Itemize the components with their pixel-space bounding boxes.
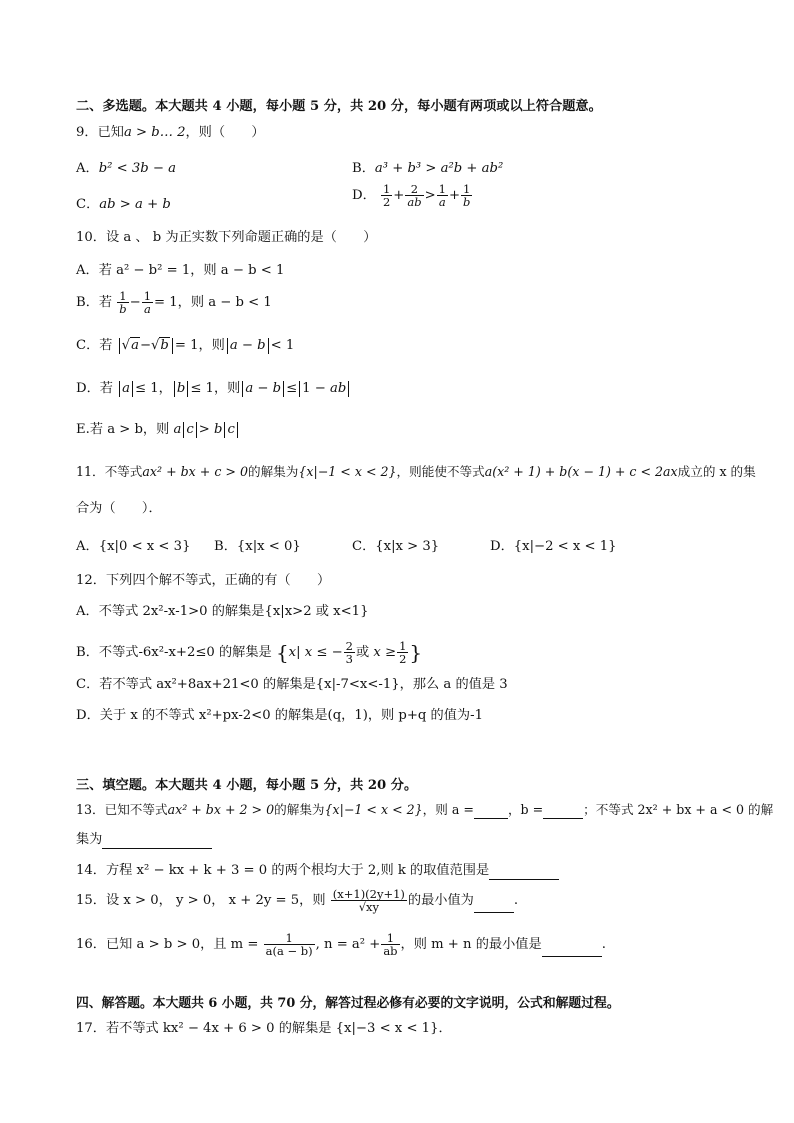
q9-suffix: ，则（ ） [185, 125, 265, 140]
q11-option-c: C．{x|x > 3} [352, 539, 440, 554]
frac: $\frac{1}{a}$ [438, 182, 446, 209]
q13-line2-text: 集为 [76, 832, 103, 847]
answer-blank[interactable] [474, 805, 508, 819]
section-heading-fill-in: 三、填空题。本大题共 4 小题，每小题 5 分，共 20 分。 [76, 778, 418, 793]
q10-option-b: B．若 $\frac{1}{b}$ − $\frac{1}{a}$ = 1，则 a − b < 1 [76, 289, 272, 316]
q14-text: 14．方程 x² − kx + k + 3 = 0 的两个根均大于 2,则 k 的取值范围是 [76, 863, 490, 878]
frac: $\frac{2}{3}$ [345, 639, 353, 666]
q11-end: 成立的 x 的集 [677, 464, 756, 479]
q11-mid2: ，则能使不等式 [396, 464, 485, 479]
q9-d-label: D． [352, 188, 376, 203]
question-14 [76, 862, 559, 880]
q10-option-a: A．若 a² − b² = 1，则 a − b < 1 [76, 263, 285, 278]
q15-numerator: (x+1)(2y+1) [332, 887, 405, 901]
answer-blank[interactable] [489, 866, 559, 880]
q9-a-label: A． [76, 161, 99, 176]
question-16: 16．已知 a > b > 0，且 m = $\frac{1}{a(a - b)}$ , n = a² + $\frac{1}{ab}$ ，则 m + n 的最小值是 . [76, 931, 606, 958]
section-heading-multiple-choice: 二、多选题。本大题共 4 小题，每小题 5 分，共 20 分，每小题有两项或以上符合题意。 [76, 99, 602, 114]
q13-set: {x|−1 < x < 2} [324, 802, 423, 817]
q16-n-numerator: 1 [381, 932, 399, 945]
q11-option-d: D．{x|−2 < x < 1} [490, 539, 617, 554]
q9-c-label: C． [76, 197, 100, 212]
frac: $\frac{1}{a}$ [143, 289, 152, 316]
question-11-stem [76, 463, 756, 481]
q13-expr: ax² + bx + 2 > 0 [167, 802, 275, 817]
q11-prefix: 11．不等式 [76, 464, 143, 479]
question-13-line1 [76, 801, 773, 819]
q12-b-prefix: B．不等式-6x²-x+2≤0 的解集是 [76, 645, 272, 660]
q9-condition: a > b… 2 [123, 125, 186, 140]
q9-prefix: 9．已知 [76, 125, 124, 140]
q10-d-prefix: D．若 [76, 381, 113, 396]
question-10-stem: 10．设 a 、 b 为正实数下列命题正确的是（ ） [76, 230, 377, 245]
q13-b-label: ，b = [507, 802, 544, 817]
answer-blank[interactable] [542, 943, 602, 957]
q16-suffix: ，则 m + n 的最小值是 [400, 937, 542, 952]
q11-mid: 的解集为 [247, 464, 299, 479]
q13-rest: ；不等式 2x² + bx + a < 0 的解 [583, 802, 774, 817]
question-13-line2 [76, 831, 212, 849]
q10-c-suffix: = 1，则 [174, 338, 225, 353]
q9-b-label: B． [352, 161, 375, 176]
q16-n-denominator: ab [383, 944, 398, 958]
q12-option-d: D．关于 x 的不等式 x²+px-2<0 的解集是(q，1)，则 p+q 的值为-1 [76, 708, 483, 723]
frac: $\frac{2}{ab}$ [407, 182, 422, 209]
q16-m-denominator: a(a − b) [265, 944, 313, 958]
question-9-stem [76, 124, 265, 142]
q10-e-prefix: E.若 a > b，则 [76, 422, 170, 437]
frac [381, 932, 399, 957]
frac [331, 888, 407, 913]
question-12-stem: 12．下列四个解不等式，正确的有（ ） [76, 573, 331, 588]
answer-blank[interactable] [474, 899, 514, 913]
q16-n-part: , n = a² + [315, 937, 381, 952]
q9-option-a [76, 157, 176, 176]
q12-option-c: C．若不等式 ax²+8ax+21<0 的解集是{x|-7<x<-1}，那么 a 的值是 3 [76, 677, 508, 692]
frac: $\frac{1}{b}$ [119, 289, 127, 316]
q10-option-e: E.若 a > b，则 a c > b c [76, 421, 240, 439]
q9-c-expr: ab > a + b [99, 197, 171, 212]
q9-option-d: D． $\frac{1}{2}$ + $\frac{2}{ab}$ > $\frac{1}{a}$ + $\frac{1}{b}$ [352, 182, 471, 209]
q15-denominator: √xy [358, 900, 379, 914]
q13-a-label: ，则 a = [422, 802, 474, 817]
answer-blank[interactable] [102, 835, 212, 849]
frac: $\frac{1}{b}$ [463, 182, 471, 209]
q12-option-a: A．不等式 2x²-x-1>0 的解集是{x|x>2 或 x<1} [76, 604, 369, 619]
q11-option-b: B．{x|x < 0} [214, 539, 301, 554]
q9-b-expr: a³ + b³ > a²b + ab² [374, 161, 504, 176]
q9-option-b [352, 157, 503, 176]
q15-prefix: 15．设 x > 0， y > 0， x + 2y = 5，则 [76, 893, 326, 908]
q11-stem-line2: 合为（ ）． [76, 501, 162, 516]
frac: $\frac{1}{2}$ [382, 182, 391, 209]
q10-c-tail: < 1 [270, 338, 295, 353]
question-15: 15．设 x > 0， y > 0， x + 2y = 5，则 $\frac{(x+1)(2y+1)}{√xy}$ 的最小值为 . [76, 887, 519, 914]
q9-option-c [76, 193, 171, 212]
q13-mid: 的解集为 [274, 802, 325, 817]
q10-b-prefix: B．若 [76, 295, 113, 310]
q11-option-a: A．{x|0 < x < 3} [76, 539, 191, 554]
q10-option-d: D．若 a ≤ 1， b ≤ 1，则 a − b ≤ 1 − ab [76, 380, 351, 398]
q11-set: {x|−1 < x < 2} [298, 464, 397, 479]
q11-expr1: ax² + bx + c > 0 [142, 464, 248, 479]
q16-prefix: 16．已知 a > b > 0，且 m = [76, 937, 259, 952]
q9-a-expr: b² < 3b − a [98, 161, 177, 176]
q11-expr2: a(x² + 1) + b(x − 1) + c < 2ax [484, 464, 678, 479]
answer-blank[interactable] [543, 805, 583, 819]
question-17: 17．若不等式 kx² − 4x + 6 > 0 的解集是 {x|−3 < x < 1}． [76, 1021, 452, 1036]
q13-prefix: 13．已知不等式 [76, 802, 168, 817]
q10-c-prefix: C．若 [76, 338, 113, 353]
q12-option-b: B．不等式-6x²-x+2≤0 的解集是 {x| x ≤ − $\frac{2}{3}$ 或 x ≥ $\frac{1}{2}$ } [76, 639, 423, 666]
q10-option-c: C．若 √a−√b = 1，则 a − b < 1 [76, 338, 295, 353]
q10-b-suffix: = 1，则 a − b < 1 [154, 295, 272, 310]
q16-m-numerator: 1 [264, 932, 315, 945]
frac: $\frac{1}{2}$ [399, 639, 407, 666]
section-heading-solutions: 四、解答题。本大题共 6 小题，共 70 分，解答过程必修有必要的文字说明，公式和解题过程。 [76, 996, 620, 1011]
q15-suffix: 的最小值为 [407, 893, 474, 908]
frac [264, 932, 315, 957]
